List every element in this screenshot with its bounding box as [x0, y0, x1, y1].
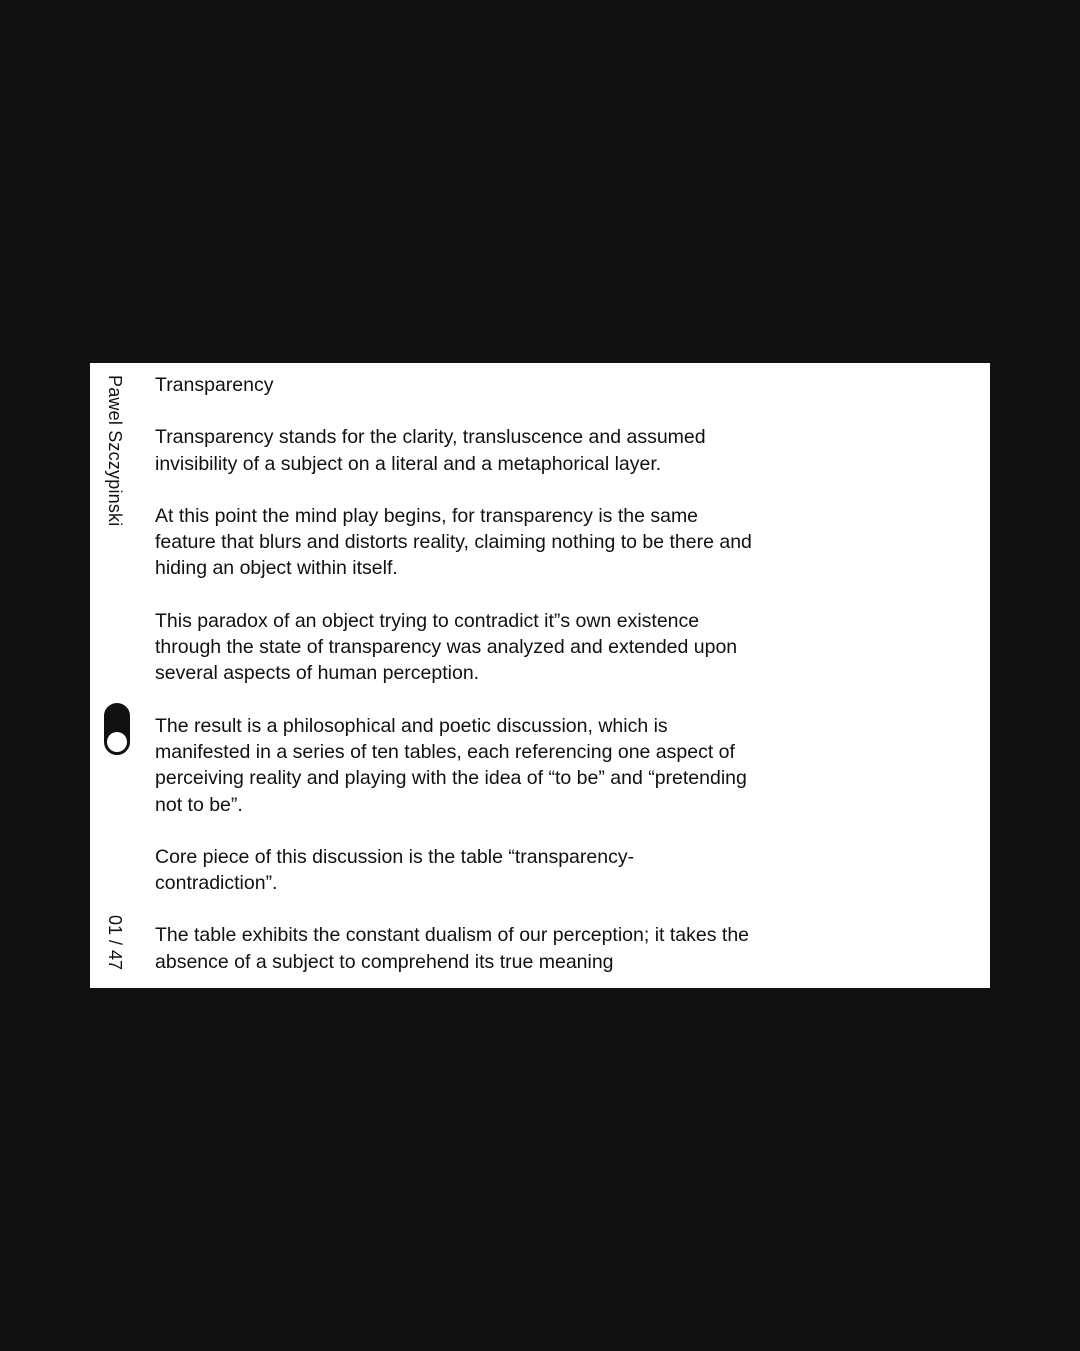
toggle-icon[interactable]	[104, 703, 130, 755]
content-card	[90, 363, 990, 988]
sidebar	[90, 363, 142, 988]
author-name: Pawel Szczypinski	[105, 375, 125, 527]
toggle-knob	[107, 732, 127, 752]
article-title: Transparency	[155, 374, 274, 396]
paragraph: At this point the mind play begins, for transparency is the same feature that blurs and distorts reality, claiming nothing to be there and hiding an object within itself.	[155, 504, 752, 580]
paragraph: Transparency stands for the clarity, transluscence and assumed invisibility of a subject on a literal and a metaphorical layer.	[155, 426, 706, 475]
article-body	[155, 372, 755, 988]
paragraph: Core piece of this discussion is the table “transparency-contradiction”.	[155, 845, 635, 895]
paragraph: The table exhibits the constant dualism of our perception; it takes the absence of a subject to comprehend its true meaning	[155, 924, 750, 973]
paragraph: This paradox of an object trying to contradict it”s own existence through the state of transparency was analyzed and extended upon several aspects of human perception.	[155, 609, 738, 685]
paragraph: The result is a philosophical and poetic discussion, which is manifested in a series of ten tables, each referencing one aspect of perceiving reality and playing with the idea of “to be” and “pretending not to be”.	[155, 714, 747, 816]
page-counter: 01 / 47	[105, 915, 125, 971]
